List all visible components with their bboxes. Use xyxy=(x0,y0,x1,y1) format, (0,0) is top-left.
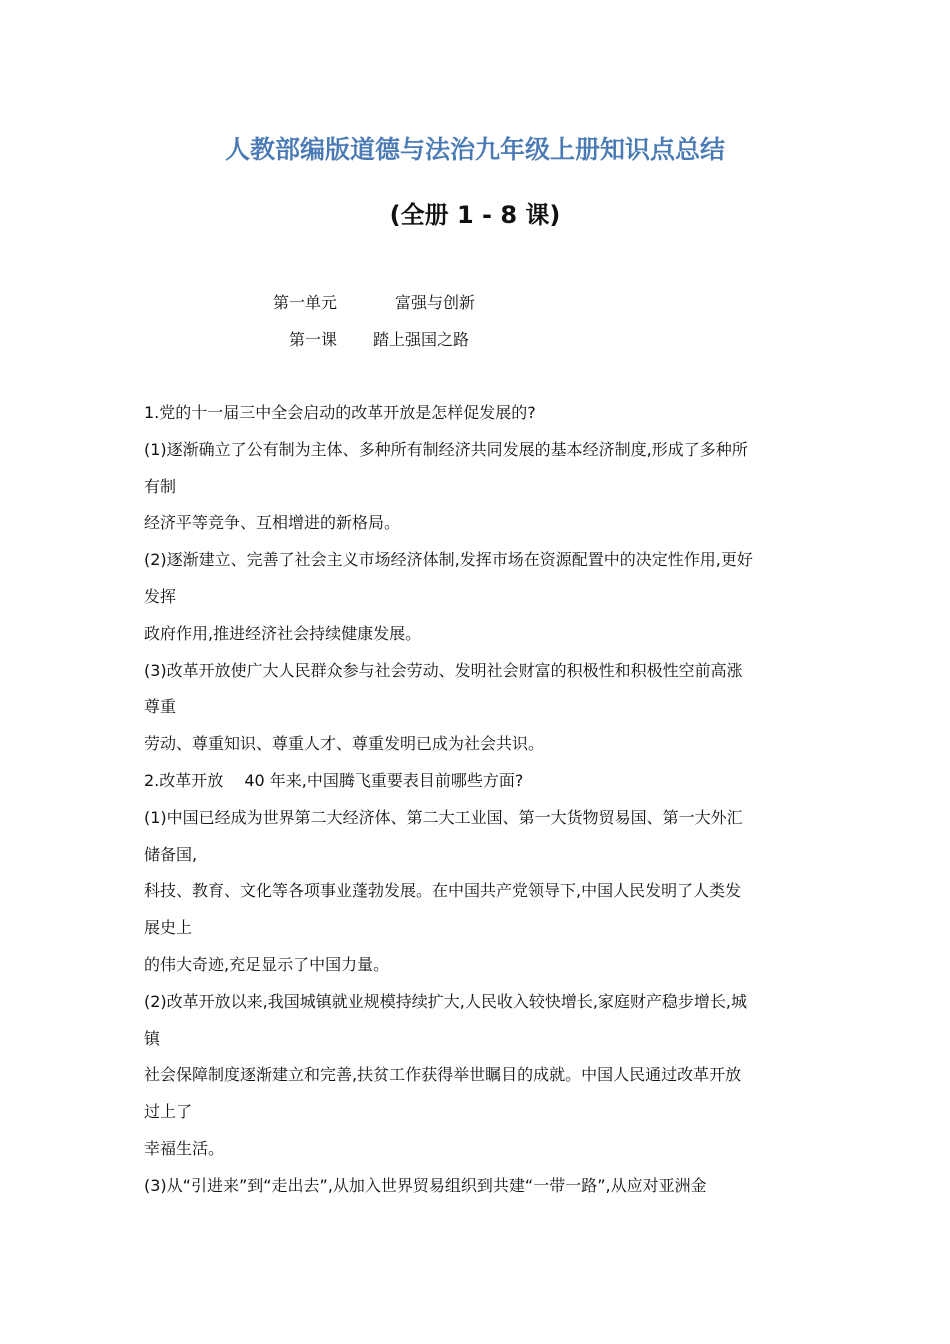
text-line: 储备国, xyxy=(144,844,198,864)
body-text xyxy=(144,395,824,1205)
text-line: (1)中国已经成为世界第二大经济体、第二大工业国、第一大货物贸易国、第一大外汇 xyxy=(144,807,743,827)
text-line: (2)逐渐建立、完善了社会主义市场经济体制,发挥市场在资源配置中的决定性作用,更好 xyxy=(144,550,753,570)
lesson-name: 踏上强国之路 xyxy=(373,330,470,349)
text-line: 有制 xyxy=(144,476,177,496)
unit-name: 富强与创新 xyxy=(395,293,476,312)
lesson-heading xyxy=(289,328,469,352)
text-line: 1.党的十一届三中全会启动的改革开放是怎样促发展的? xyxy=(144,403,536,422)
text-line: (1)逐渐确立了公有制为主体、多种所有制经济共同发展的基本经济制度,形成了多种所 xyxy=(144,439,748,459)
unit-heading xyxy=(273,291,475,315)
text-line: 的伟大奇迹,充足显示了中国力量。 xyxy=(144,954,390,974)
text-line: 过上了 xyxy=(144,1102,193,1122)
text-line: 科技、教育、文化等各项事业蓬勃发展。在中国共产党领导下,中国人民发明了人类发 xyxy=(144,881,742,901)
lesson-label: 第一课 xyxy=(289,330,338,349)
page-title: 人教部编版道德与法治九年级上册知识点总结 xyxy=(224,135,725,164)
page-subtitle: (全册 1 - 8 课) xyxy=(389,201,561,229)
text-line: 尊重 xyxy=(144,697,177,717)
text-line: 社会保障制度逐渐建立和完善,扶贫工作获得举世瞩目的成就。中国人民通过改革开放 xyxy=(144,1065,742,1085)
text-line: 镇 xyxy=(144,1028,161,1048)
text-line: (3)改革开放使广大人民群众参与社会劳动、发明社会财富的积极性和积极性空前高涨 xyxy=(144,660,743,680)
text-line: 政府作用,推进经济社会持续健康发展。 xyxy=(144,623,422,643)
text-line: 展史上 xyxy=(144,918,193,938)
text-line: 经济平等竞争、互相增进的新格局。 xyxy=(144,513,401,533)
unit-label: 第一单元 xyxy=(273,293,338,312)
text-line: 发挥 xyxy=(144,586,177,606)
text-line: 劳动、尊重知识、尊重人才、尊重发明已成为社会共识。 xyxy=(144,734,545,754)
text-line: (3)从“引进来”到“走出去”,从加入世界贸易组织到共建“一带一路”,从应对亚洲金 xyxy=(144,1175,707,1195)
text-line: 幸福生活。 xyxy=(144,1138,225,1158)
text-line: 2.改革开放 40 年来,中国腾飞重要表目前哪些方面? xyxy=(144,770,524,790)
text-line: (2)改革开放以来,我国城镇就业规模持续扩大,人民收入较快增长,家庭财产稳步增长,城 xyxy=(144,991,748,1011)
